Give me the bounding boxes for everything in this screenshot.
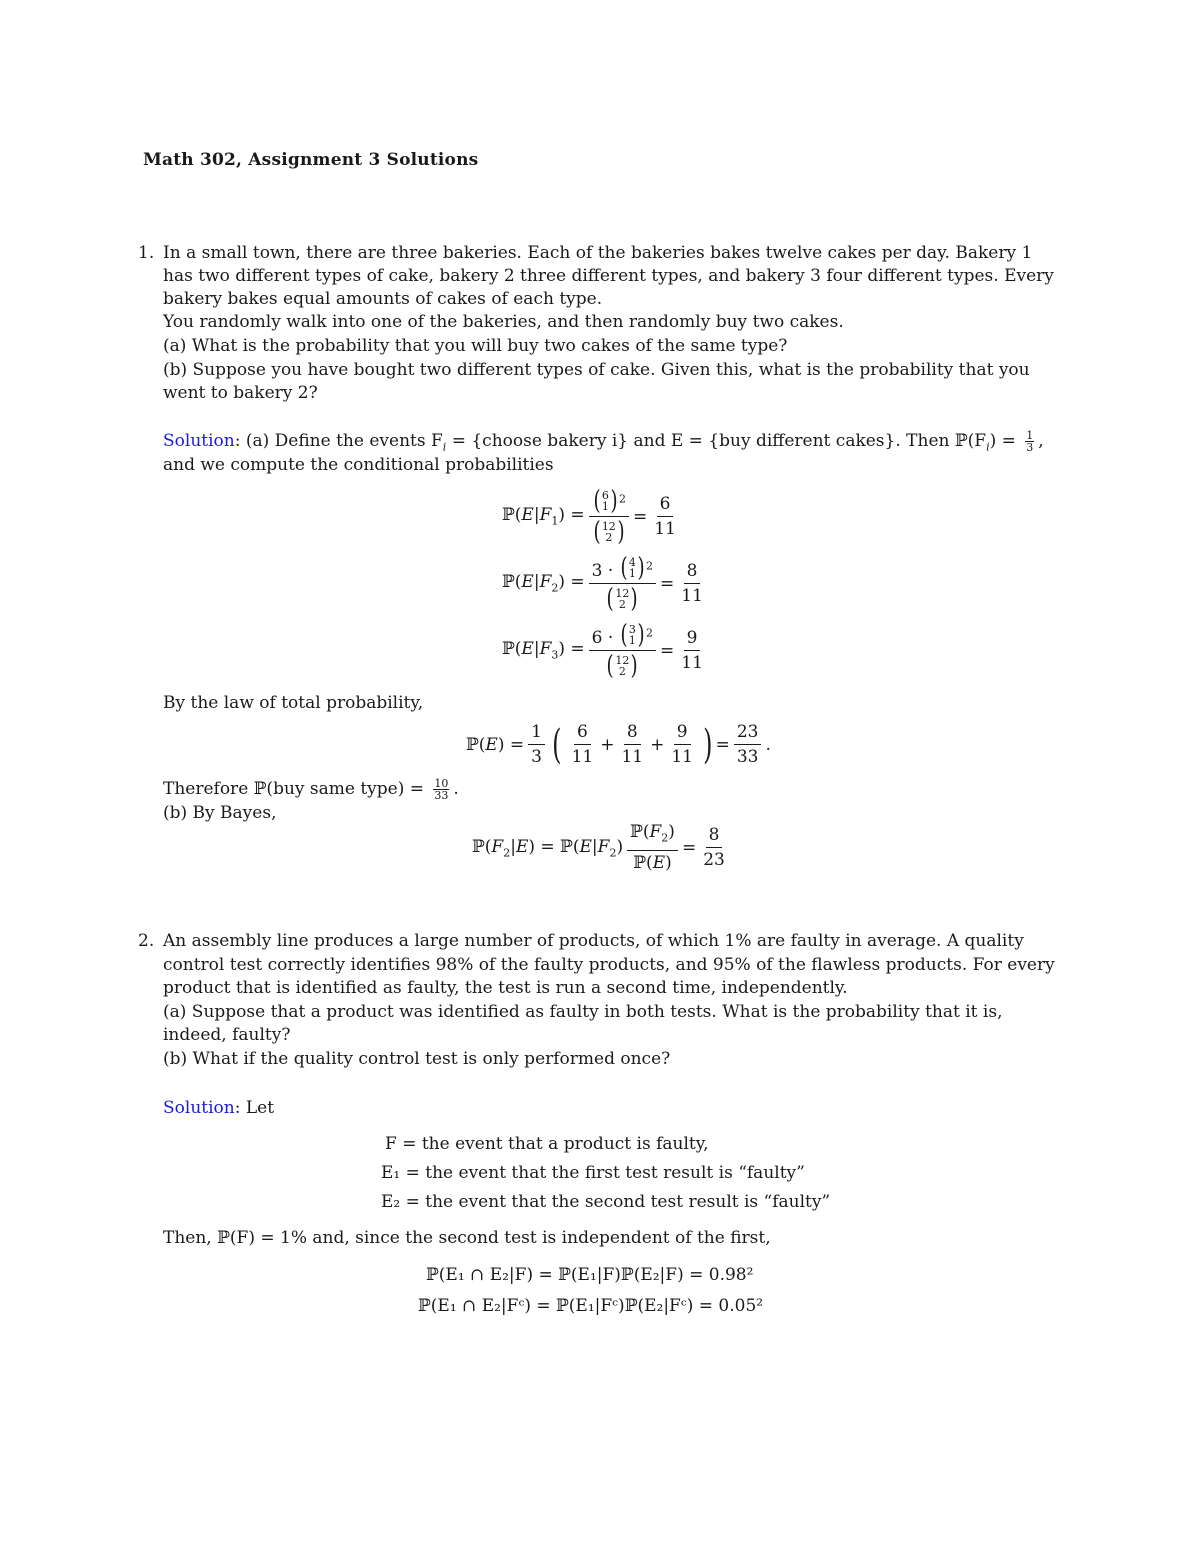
fraction-one-third: $\frac{1}{3}$ [1026,429,1034,454]
solution-1-bayes-text: (b) By Bayes, [163,803,277,823]
problem-1-part-b: went to bakery 2? [163,383,318,403]
problem-2-number: 2. [138,931,155,951]
solution-label: Solution [163,431,235,451]
problem-2-part-b: (b) What if the quality control test is only performed once? [163,1049,671,1069]
equation-p-e-f3: $ℙ(E|F_3)$ = 6 · ( 3 1 ) $^2$ ( 12 2 ) = $\frac{9}{11}$ [502,620,703,681]
equation-bayes: $ℙ(F_2|E)$ = $ℙ(E|F_2)$ $\frac{ℙ(F_2)}{\text{ℙ(E)}}$ = $\frac{8}{23}$ [472,822,725,874]
problem-2-part-a: (a) Suppose that a product was identified as faulty in both tests. What is the probability that it is, [163,1002,1003,1022]
problem-1-text-line: has two different types of cake, bakery 2 three different types, and bakery 3 four different types. Every [163,266,1054,286]
problem-2-text-line: An assembly line produces a large number of products, of which 1% are faulty in average. A quality [163,931,1024,951]
problem-2-text-line: product that is identified as faulty, the test is run a second time, independently. [163,978,848,998]
problem-1-text-line: bakery bakes equal amounts of cakes of each type. [163,289,603,309]
equation-independence-faulty: ℙ(E₁ ∩ E₂|F) = ℙ(E₁|F)ℙ(E₂|F) = 0.98² [426,1265,754,1285]
solution-2-then-text: Then, ℙ(F) = 1% and, since the second test is independent of the first, [163,1228,771,1248]
solution-1-text: and we compute the conditional probabilities [163,455,554,475]
solution-label: Solution [163,1098,235,1118]
solution-2-intro: Solution: Let [163,1098,275,1118]
problem-1-part-b: (b) Suppose you have bought two different types of cake. Given this, what is the probability that you [163,360,1030,380]
definition-e1: E₁ = the event that the first test result is “faulty” [381,1163,805,1183]
equation-p-e-f1: $ℙ(E|F_1)$ = ( 6 1 ) $^2$ ( 12 2 ) = $\frac{6}{11}$ [502,486,676,547]
solution-1-intro: Solution: (a) Define the events $F_i$ = {choose bakery i} and E = {buy different cakes}. Then $ℙ(F_i)$ = $\frac{1}{3}$ , [163,429,1044,454]
problem-1-text-line: You randomly walk into one of the bakeries, and then randomly buy two cakes. [163,312,844,332]
solution-1-total-prob-text: By the law of total probability, [163,693,424,713]
page-title: Math 302, Assignment 3 Solutions [143,150,479,170]
problem-1-number: 1. [138,243,155,263]
problem-1-part-a: (a) What is the probability that you will buy two cakes of the same type? [163,336,788,356]
problem-2-text-line: control test correctly identifies 98% of the faulty products, and 95% of the flawless products. For every [163,955,1055,975]
fraction-ten-thirtythirds: $\frac{10}{33}$ [434,777,449,802]
definition-e2: E₂ = the event that the second test result is “faulty” [381,1192,831,1212]
definition-f: F = the event that a product is faulty, [385,1134,709,1154]
equation-p-e-f2: $ℙ(E|F_2)$ = 3 · ( 4 1 ) $^2$ ( 12 2 ) = $\frac{8}{11}$ [502,553,703,614]
problem-2-part-a: indeed, faulty? [163,1025,291,1045]
equation-total-probability: ℙ(E) = $\frac{1}{3}$ ( $\frac{6}{11}$ + $\frac{8}{11}$ + $\frac{9}{11}$ ) = $\frac{23}{33}$ . [466,721,771,768]
problem-1-text-line: In a small town, there are three bakeries. Each of the bakeries bakes twelve cakes per day. Bakery 1 [163,243,1033,263]
solution-1-therefore: Therefore ℙ(buy same type) = $\frac{10}{33}$ . [163,777,459,802]
equation-independence-flawless: ℙ(E₁ ∩ E₂|Fᶜ) = ℙ(E₁|Fᶜ)ℙ(E₂|Fᶜ) = 0.05² [418,1296,764,1316]
